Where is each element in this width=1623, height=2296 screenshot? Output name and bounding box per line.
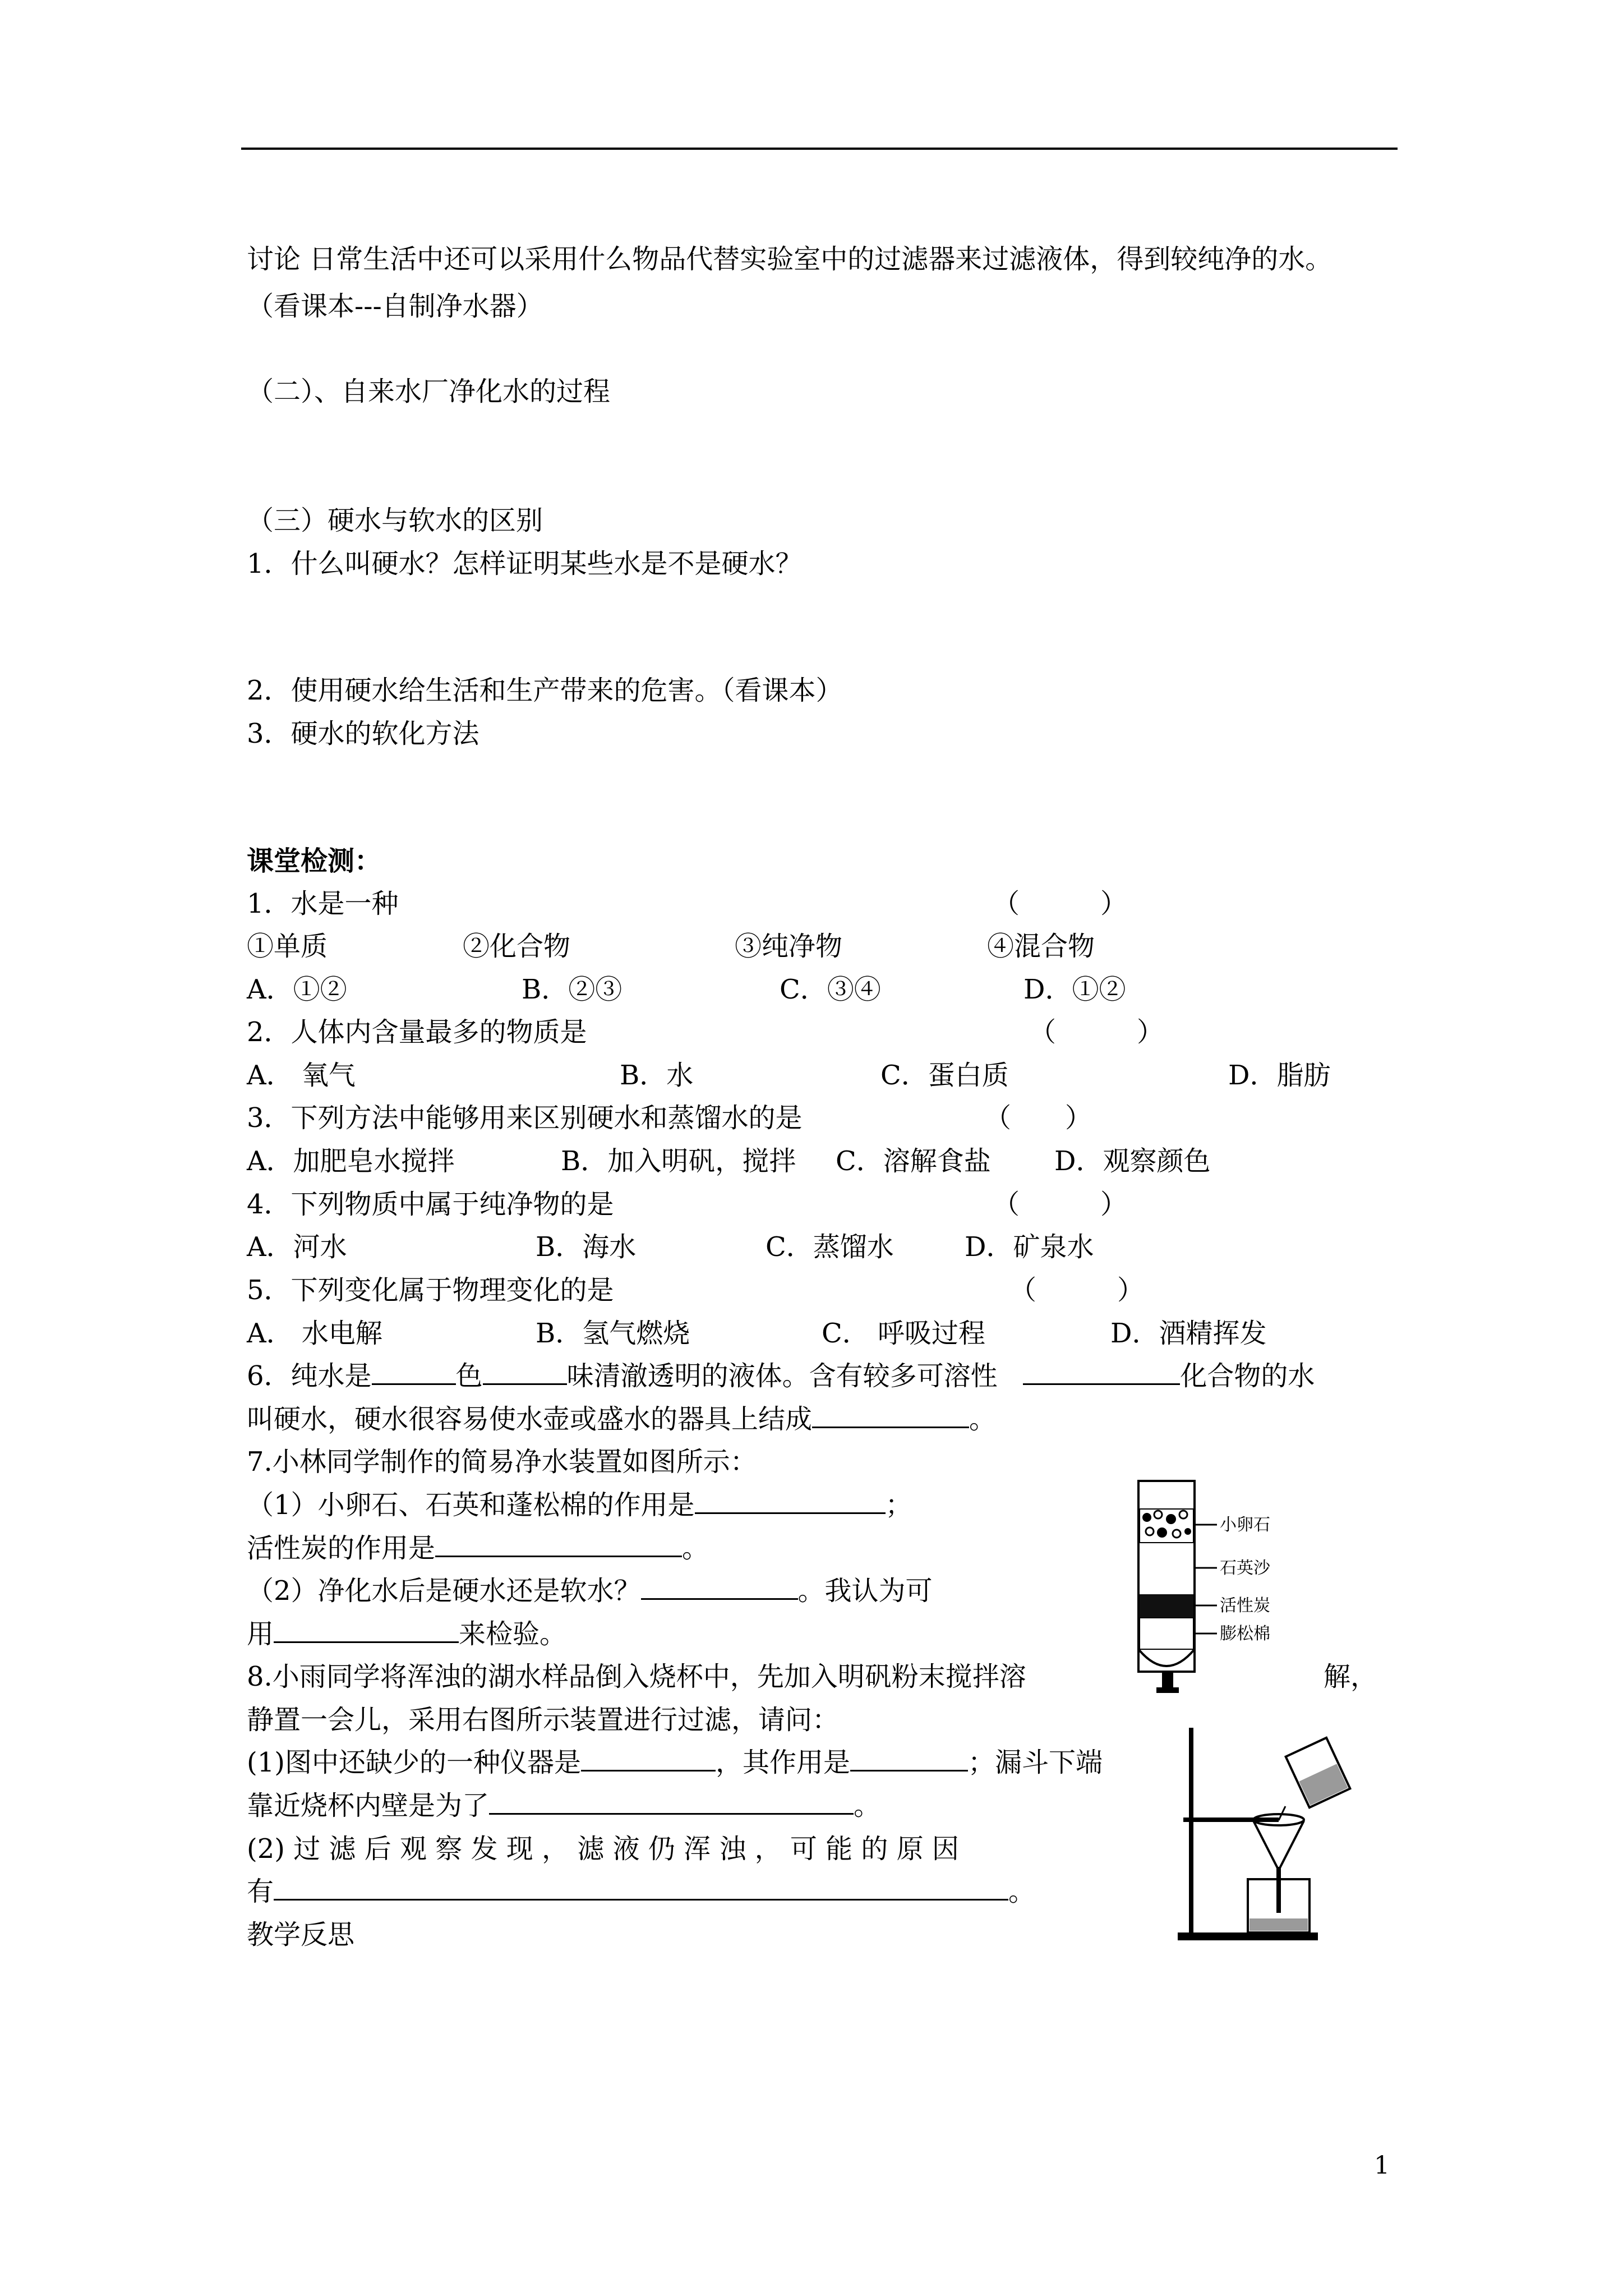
pebble-layer: [1140, 1509, 1193, 1543]
section-2-title: （二）、自来水厂净化水的过程: [247, 376, 611, 407]
quiz-q8-line-1-end: 解，: [1324, 1661, 1378, 1692]
q3-option-b: B．加入明矾，搅拌: [561, 1145, 796, 1177]
q2-option-b: B．水: [620, 1060, 694, 1091]
section-3-q3: 3．硬水的软化方法: [247, 718, 479, 749]
header-rule: [241, 148, 1398, 150]
q1-option-a: A．①②: [247, 974, 347, 1005]
q6-text-d: 化合物的水: [1180, 1360, 1315, 1392]
q8-text-f: 有: [247, 1876, 274, 1907]
q7-p2-text-d: 来检验。: [459, 1618, 567, 1650]
quiz-q7-part1: [247, 1487, 912, 1523]
q4-option-b: B．海水: [536, 1231, 637, 1263]
q7-blank-carbon-function[interactable]: [435, 1531, 682, 1557]
answer-paren-q4: （ ）: [993, 1189, 1128, 1220]
q7-p1-text-b: ；: [885, 1489, 912, 1521]
quiz-q1: 1．水是一种: [247, 888, 399, 919]
q3-option-d: D．观察颜色: [1054, 1145, 1211, 1177]
q7-p1-text-c: 活性炭的作用是: [247, 1533, 436, 1564]
q1-option-c: C．③④: [780, 974, 881, 1005]
answer-paren-q1: （ ）: [993, 888, 1128, 919]
q6-blank-compound[interactable]: [1023, 1359, 1180, 1385]
filtration-apparatus-diagram: [1166, 1711, 1352, 1947]
q8-blank-function[interactable]: [850, 1745, 968, 1772]
q1-option-b: B．②③: [522, 974, 623, 1005]
q1-statement-2: ②化合物: [463, 931, 571, 962]
q6-blank-scale[interactable]: [812, 1402, 969, 1428]
q3-option-a: A．加肥皂水搅拌: [247, 1145, 455, 1177]
q7-p1-text-d: 。: [682, 1533, 709, 1564]
q7-p1-text-a: （1）小卵石、石英和蓬松棉的作用是: [247, 1489, 695, 1521]
label-carbon: 活性炭: [1220, 1596, 1270, 1616]
quiz-q8-line-5: (2) 过 滤 后 观 察 发 现 ， 滤 液 仍 浑 浊 ， 可 能 的 原 因: [247, 1833, 959, 1865]
q5-option-a: A． 水电解: [247, 1318, 382, 1349]
quiz-q8-line-3: [247, 1745, 1103, 1780]
q6-text-b: 色: [455, 1360, 483, 1392]
label-sand: 石英沙: [1220, 1558, 1270, 1578]
quiz-q7-title: 7.小林同学制作的简易净水装置如图所示：: [247, 1446, 757, 1478]
q8-blank-instrument[interactable]: [581, 1745, 716, 1772]
label-cotton: 膨松棉: [1220, 1624, 1270, 1644]
quiz-q6-line-2: [247, 1401, 996, 1437]
q3-option-c: C．溶解食盐: [836, 1145, 991, 1177]
q4-option-a: A．河水: [247, 1231, 347, 1263]
q5-option-d: D．酒精挥发: [1110, 1318, 1267, 1349]
q6-text-e: 叫硬水，硬水很容易使水壶或盛水的器具上结成: [247, 1404, 813, 1435]
q6-text-a: 6．纯水是: [247, 1360, 372, 1392]
q8-blank-reason[interactable]: [489, 1788, 854, 1815]
q1-option-d: D．①②: [1023, 974, 1126, 1005]
quiz-q2: 2．人体内含量最多的物质是: [247, 1016, 587, 1048]
q7-blank-filter-function[interactable]: [695, 1488, 886, 1514]
q2-option-c: C．蛋白质: [880, 1060, 1009, 1091]
sand-layer: [1140, 1554, 1193, 1582]
discussion-line-1: 讨论 日常生活中还可以采用什么物品代替实验室中的过滤器来过滤液体，得到较纯净的水。: [247, 243, 1332, 275]
quiz-q8-line-1: 8.小雨同学将浑浊的湖水样品倒入烧杯中，先加入明矾粉末搅拌溶: [247, 1661, 1026, 1692]
q6-text-f: 。: [969, 1404, 997, 1435]
section-3-q1: 1．什么叫硬水？怎样证明某些水是不是硬水？: [247, 548, 803, 579]
cotton-layer: [1140, 1618, 1193, 1649]
quiz-q7-carbon: [247, 1530, 709, 1566]
quiz-q6-line-1: [247, 1358, 1315, 1394]
label-pebble: 小卵石: [1220, 1515, 1270, 1535]
q7-blank-hard-soft[interactable]: [641, 1573, 798, 1600]
q2-option-a: A． 氧气: [247, 1060, 356, 1091]
q8-text-a: (1)图中还缺少的一种仪器是: [247, 1747, 581, 1778]
quiz-q5: 5．下列变化属于物理变化的是: [247, 1274, 614, 1306]
answer-paren-q3: （ ）: [984, 1102, 1092, 1134]
q1-statement-1: ①单质: [247, 931, 328, 962]
discussion-line-2: （看课本---自制净水器）: [247, 291, 543, 322]
q4-option-c: C．蒸馏水: [766, 1231, 894, 1263]
quiz-q8-line-6: [247, 1874, 1035, 1910]
page-number: 1: [1374, 2151, 1390, 2180]
q4-option-d: D．矿泉水: [965, 1231, 1094, 1263]
quiz-q8-line-4: [247, 1788, 880, 1824]
q5-option-b: B．氢气燃烧: [536, 1318, 690, 1349]
answer-paren-q2: （ ）: [1029, 1016, 1164, 1048]
quiz-q3: 3．下列方法中能够用来区别硬水和蒸馏水的是: [247, 1102, 803, 1134]
quiz-title: 课堂检测：: [247, 845, 382, 877]
q8-text-e: 。: [854, 1790, 881, 1821]
carbon-layer: [1140, 1594, 1193, 1618]
quiz-q8-line-2: 静置一会儿，采用右图所示装置进行过滤，请问：: [247, 1704, 840, 1736]
q5-option-c: C． 呼吸过程: [822, 1318, 985, 1349]
water-purifier-diagram: [1127, 1475, 1290, 1711]
q6-blank-taste[interactable]: [483, 1359, 567, 1385]
q1-statement-4: ④混合物: [987, 931, 1095, 962]
section-3-title: （三）硬水与软水的区别: [247, 505, 543, 536]
teaching-reflection: 教学反思: [247, 1919, 355, 1950]
q7-blank-test-method[interactable]: [274, 1617, 459, 1643]
q8-blank-cause[interactable]: [274, 1874, 1008, 1901]
section-3-q2: 2．使用硬水给生活和生产带来的危害。（看课本）: [247, 675, 843, 706]
quiz-q7-part2: [247, 1573, 933, 1609]
q7-p2-text-b: 。我认为可: [797, 1575, 933, 1607]
answer-paren-q5: （ ）: [1009, 1274, 1145, 1306]
q7-p2-text-c: 用: [247, 1618, 274, 1650]
quiz-q7-test: [247, 1616, 566, 1652]
q8-text-d: 靠近烧杯内壁是为了: [247, 1790, 490, 1821]
quiz-q4: 4．下列物质中属于纯净物的是: [247, 1189, 614, 1220]
q7-p2-text-a: （2）净化水后是硬水还是软水？: [247, 1575, 641, 1607]
q6-blank-color[interactable]: [372, 1359, 456, 1385]
q8-text-c: ；漏斗下端: [968, 1747, 1103, 1778]
q8-text-g: 。: [1008, 1876, 1036, 1907]
q6-text-c: 味清澈透明的液体。含有较多可溶性: [566, 1360, 998, 1392]
q8-text-b: ，其作用是: [716, 1747, 851, 1778]
q1-statement-3: ③纯净物: [735, 931, 843, 962]
q2-option-d: D．脂肪: [1228, 1060, 1331, 1091]
